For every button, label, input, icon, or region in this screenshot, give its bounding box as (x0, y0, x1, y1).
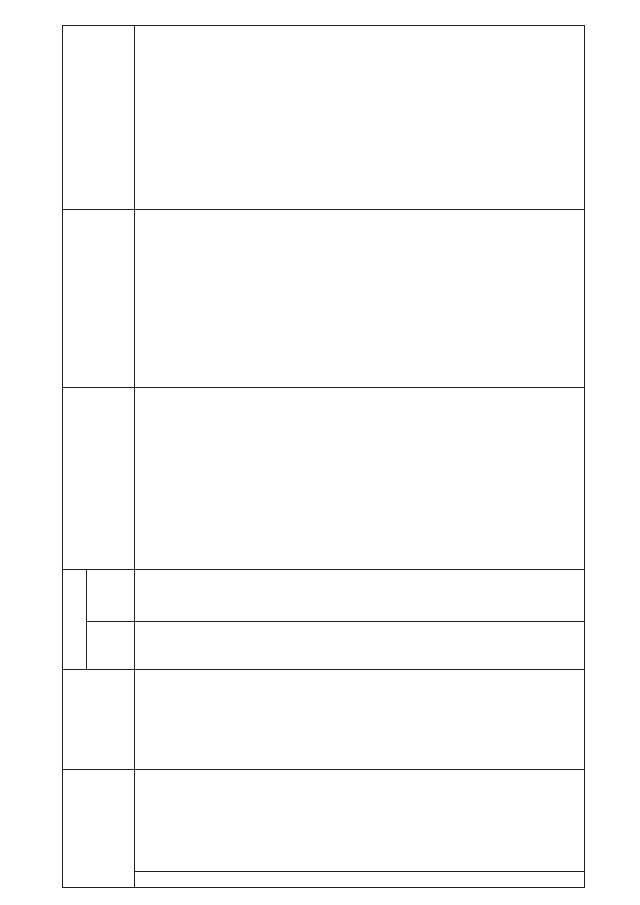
row-cont-executor-cell (135, 670, 375, 770)
rotated-table-frame (62, 26, 584, 888)
header-indicators (63, 26, 135, 210)
header-term (63, 570, 87, 670)
row-cont-num-cell (135, 872, 375, 888)
header-executor (63, 670, 135, 770)
row4-directions (375, 210, 585, 388)
header-measure (63, 770, 135, 888)
row-cont-measure-cell (135, 770, 375, 872)
row4-end-year (375, 570, 585, 622)
row4-number (375, 872, 585, 888)
row-cont-indicators (135, 26, 375, 210)
table-row-continuation (135, 26, 375, 888)
row-cont-result-cell (135, 388, 375, 570)
row-cont-directions-cell (135, 210, 375, 388)
row-cont-end-cell (135, 570, 375, 622)
program-measures-table (62, 25, 585, 888)
row4-expected-result (375, 388, 585, 570)
header-term-end (87, 570, 135, 622)
row4-measure-name (375, 770, 585, 872)
header-expected-result (63, 388, 135, 570)
header-term-start (87, 622, 135, 670)
row4-indicators (375, 26, 585, 210)
table-row-4 (375, 26, 585, 888)
row4-start-year (375, 622, 585, 670)
row-cont-start-cell (135, 622, 375, 670)
header-directions (63, 210, 135, 388)
row4-executor (375, 670, 585, 770)
